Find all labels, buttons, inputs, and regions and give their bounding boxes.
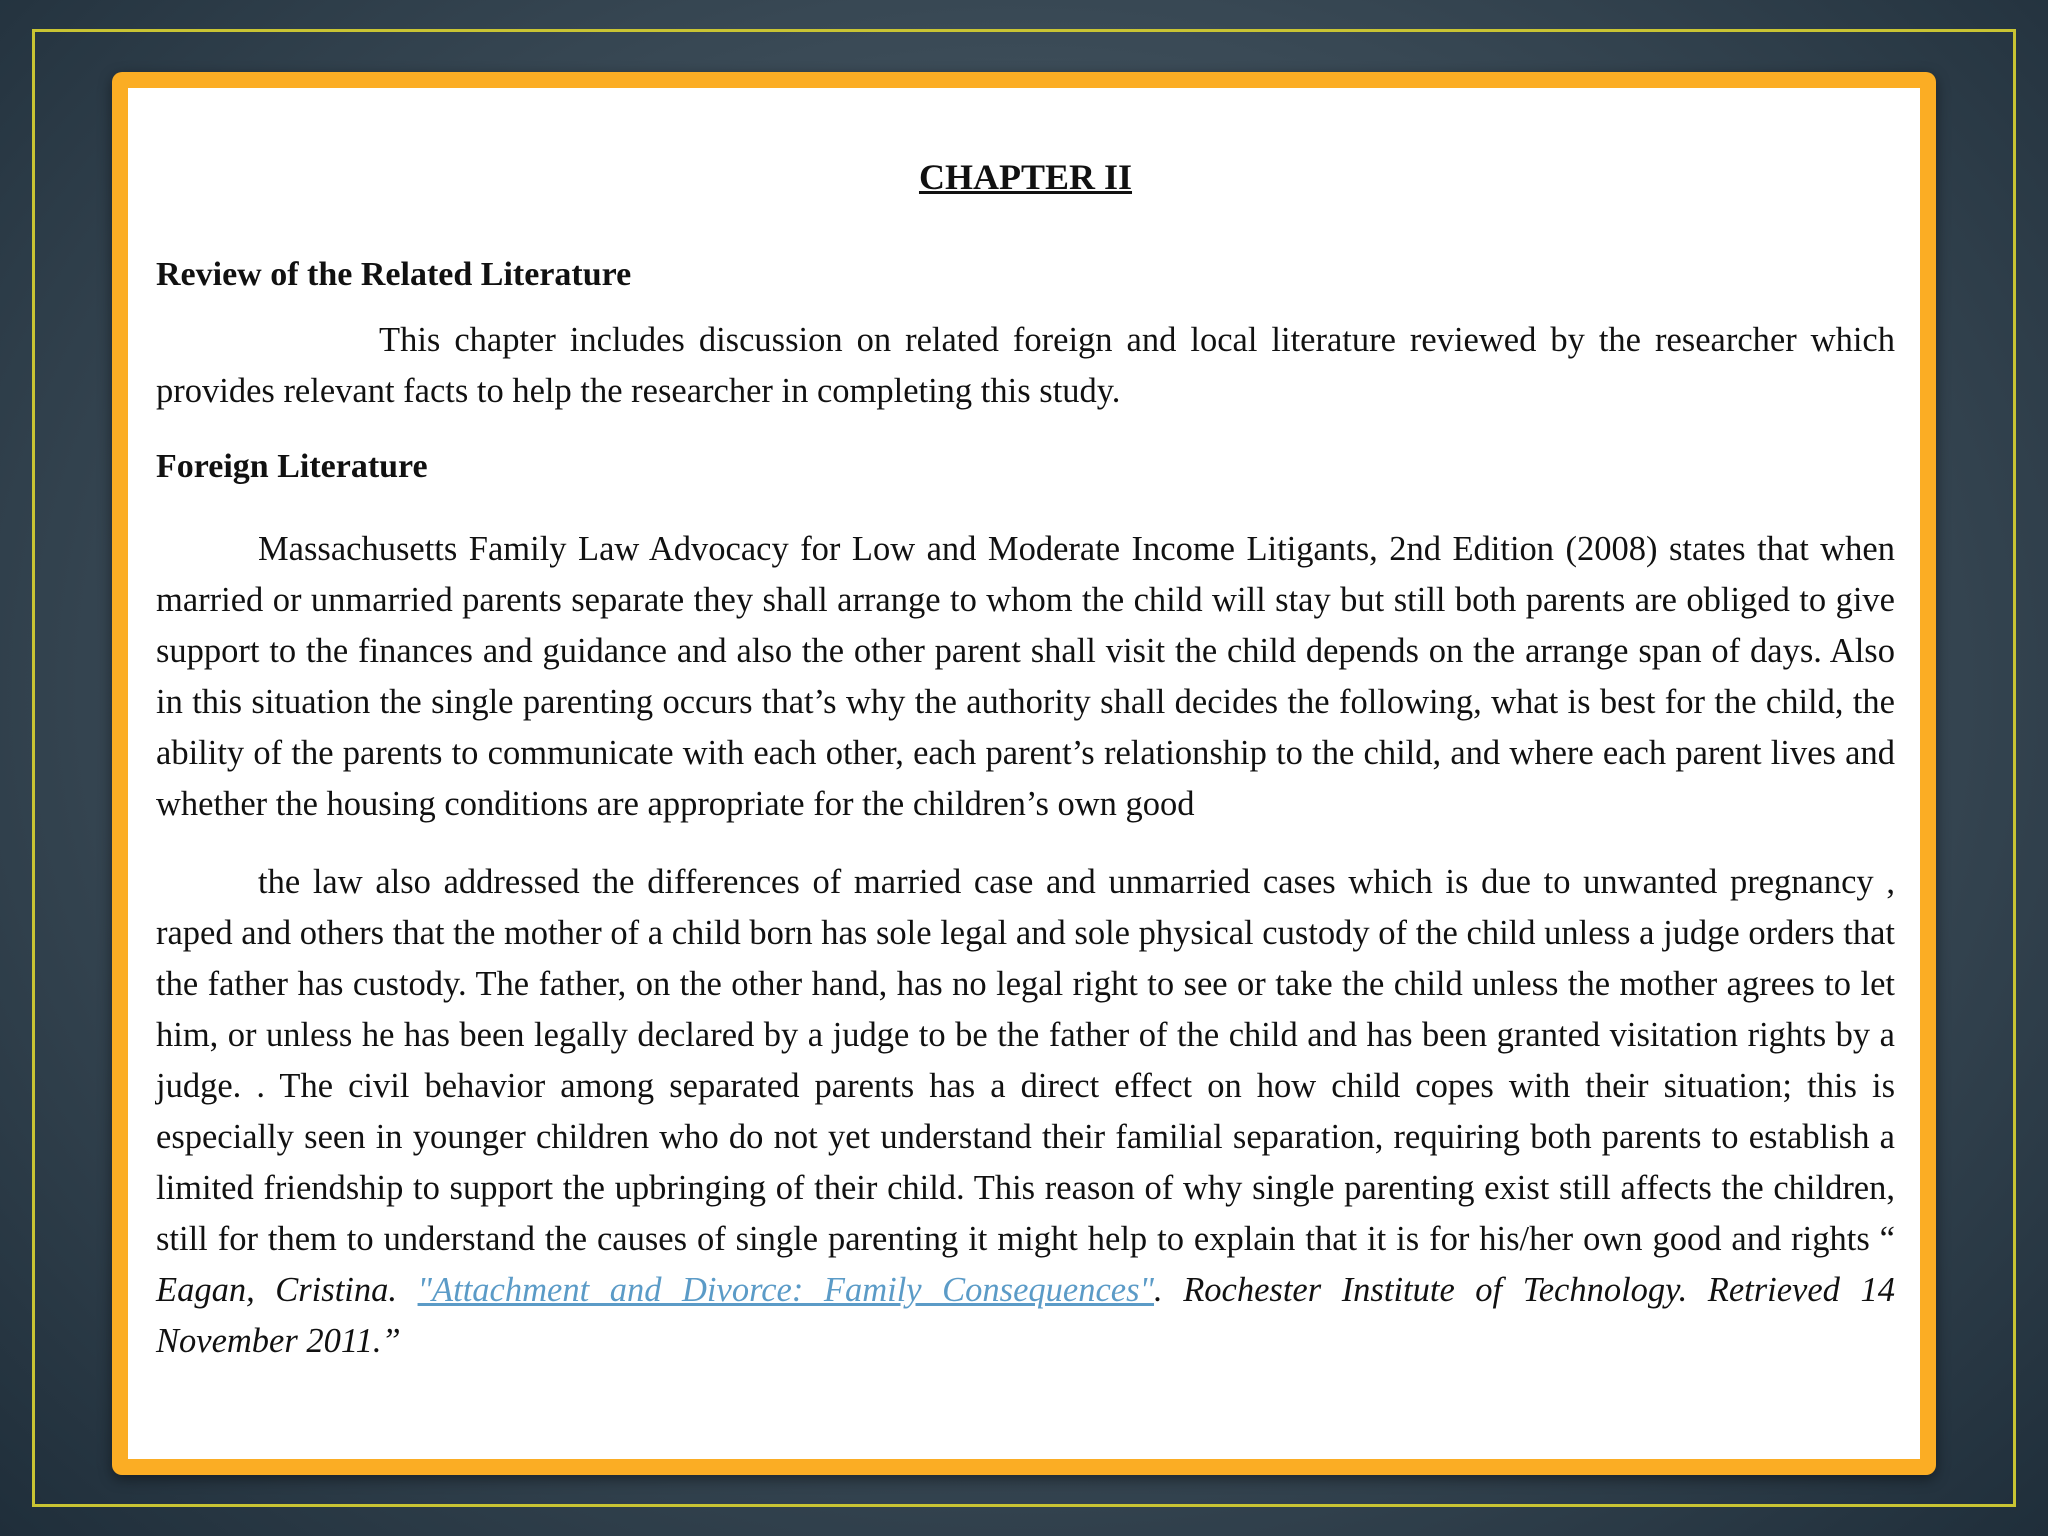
document-page	[128, 88, 1920, 1459]
review-heading: Review of the Related Literature	[156, 256, 632, 293]
slide-card	[112, 72, 1936, 1475]
massachusetts-paragraph: Massachusetts Family Law Advocacy for Low and Moderate Income Litigants, 2nd Edition (2008) states that when married or unmarried parents separate they shall arrange to whom the child will stay but still both parents are obliged to give support to the finances and guidance and also the other parent shall visit the child depends on the arrange span of days. Also in this situation the single parenting occurs that’s why the authority shall decides the following, what is best for the child, the ability of the parents to communicate with each other, each parent’s relationship to the child, and where each parent lives and whether the housing conditions are appropriate for the children’s own good	[156, 530, 1895, 823]
intro-paragraph: This chapter includes discussion on related foreign and local literature reviewed by the researcher which provides relevant facts to help the researcher in completing this study.	[156, 321, 1895, 410]
chapter-title: CHAPTER II	[918, 157, 1133, 197]
law-paragraph-body: the law also addressed the differences of married case and unmarried cases which is due to unwanted pregnancy , raped and others that the mother of a child born has sole legal and sole physical custody of the child unless a judge orders that the father has custody. The father, on the other hand, has no legal right to see or take the child unless the mother agrees to let him, or unless he has been legally declared by a judge to be the father of the child and has been granted visitation rights by a judge. . The civil behavior among separated parents has a direct effect on how child copes with their situation; this is especially seen in younger children who do not yet understand their familial separation, requiring both parents to establish a limited friendship to support the upbringing of their child. This reason of why single parenting exist still affects the children, still for them to understand the causes of single parenting it might help to explain that it is for his/her own good and rights “	[156, 863, 1895, 1258]
citation-source: . Rochester Institute of Technology. Retrieved 14 November 2011.”	[156, 1271, 1895, 1360]
citation-link[interactable]: "Attachment and Divorce: Family Consequences"	[417, 1271, 1155, 1309]
law-paragraph	[156, 857, 1895, 1367]
foreign-literature-heading: Foreign Literature	[156, 448, 428, 485]
citation-author: Eagan, Cristina.	[156, 1271, 418, 1309]
